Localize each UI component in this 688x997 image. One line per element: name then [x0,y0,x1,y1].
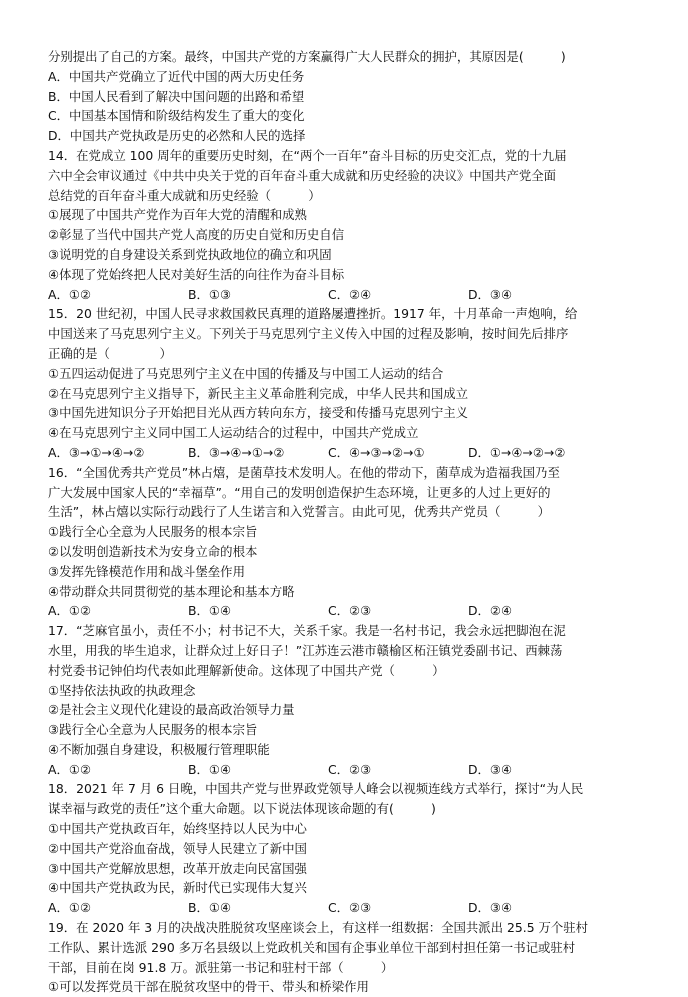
question-stem-line: 六中全会审议通过《中共中央关于党的百年奋斗重大成就和历史经验的决议》中国共产党全面 [48,167,557,183]
choice-d: D．③④ [468,286,513,302]
choice-a: A．①② [48,900,92,916]
question-stem-line: 谋幸福与政党的责任”这个重大命题。以下说法体现该命题的有( ) [48,801,436,817]
question-stem-line: 正确的是（ ） [48,345,172,361]
answer-choices [48,443,650,463]
question-15 [48,304,650,462]
question-stem-line: 工作队、累计选派 290 多万名县级以上党政机关和国有企事业单位干部到村担任第一书记或驻村 [48,939,576,955]
choice-d: D．②④ [468,603,513,619]
choice-c: C．②④ [328,286,372,302]
question-14 [48,146,650,304]
option-d: D．中国共产党执政是历史的必然和人民的选择 [48,128,306,144]
choice-d: D．③④ [468,900,513,916]
statement-item: ②是社会主义现代化建设的最高政治领导力量 [48,702,295,718]
question-stem-line: 总结党的百年奋斗重大成就和历史经验（ ） [48,187,321,203]
option-b: B．中国人民看到了解决中国问题的出路和希望 [48,88,305,104]
statement-item: ③发挥先锋模范作用和战斗堡垒作用 [48,563,245,579]
statement-item: ①五四运动促进了马克思列宁主义在中国的传播及与中国工人运动的结合 [48,365,444,381]
statement-item: ④不断加强自身建设，积极履行管理职能 [48,741,270,757]
statement-item: ③说明党的自身建设关系到党执政地位的确立和巩固 [48,246,332,262]
question-stem-line: 中国送来了马克思列宁主义。下列关于马克思列宁主义传入中国的过程及影响，按时间先后排序 [48,326,569,342]
choice-c: C．④→③→②→① [328,444,425,460]
choice-a: A．①② [48,286,92,302]
statement-item: ①践行全心全意为人民服务的根本宗旨 [48,524,258,540]
statement-item: ④中国共产党执政为民，新时代已实现伟大复兴 [48,880,307,896]
choice-b: B．①③ [188,286,232,302]
answer-choices [48,898,650,918]
choice-a: A．①② [48,761,92,777]
statement-item: ③中国共产党解放思想，改革开放走向民富国强 [48,860,307,876]
choice-b: B．①④ [188,603,232,619]
question-stem-line: 18．2021 年 7 月 6 日晚，中国共产党与世界政党领导人峰会以视频连线方式举行，探讨“为人民 [48,781,584,797]
question-17 [48,621,650,779]
question-16 [48,463,650,621]
question-stem-line: 16．“全国优秀共产党员”林占熺，是菌草技术发明人。在他的带动下，菌草成为造福我国乃至 [48,464,560,480]
choice-b: B．①④ [188,761,232,777]
option-c: C．中国基本国情和阶级结构发生了重大的变化 [48,108,305,124]
question-stem-line: 村党委书记钟伯均代表如此理解新使命。这体现了中国共产党（ ） [48,662,445,678]
choice-c: C．②③ [328,603,372,619]
question-stem-line: 广大发展中国家人民的“幸福草”。“用自己的发明创造保护生态环境，让更多的人过上更好的 [48,484,551,500]
question-stem-line: 水里，用我的毕生追求，让群众过上好日子！”江苏连云港市赣榆区柘汪镇党委副书记、西棘荡 [48,642,563,658]
choice-b: B．③→④→①→② [188,444,285,460]
choice-c: C．②③ [328,761,372,777]
question-stem-line: 14．在党成立 100 周年的重要历史时刻，在“两个一百年”奋斗目标的历史交汇点，党的十九届 [48,147,567,163]
answer-choices [48,601,650,621]
answer-choices [48,285,650,305]
statement-item: ②彰显了当代中国共产党人高度的历史自觉和历史自信 [48,227,345,243]
question-stem-line: 17．“芝麻官虽小，责任不小；村书记不大，关系千家。我是一名村书记，我会永远把脚泡在泥 [48,623,566,639]
statement-item: ③中国先进知识分子开始把目光从西方转向东方，接受和传播马克思列宁主义 [48,405,468,421]
question-stem-line: 15．20 世纪初，中国人民寻求救国救民真理的道路屡遭挫折。1917 年，十月革命一声炮响，给 [48,306,578,322]
choice-c: C．②③ [328,900,372,916]
question-stem-line: 生活”，林占熺以实际行动践行了人生诺言和入党誓言。由此可见，优秀共产党员（ ） [48,504,551,520]
choice-a: A．①② [48,603,92,619]
question-stem-line: 分别提出了自己的方案。最终，中国共产党的方案赢得广大人民群众的拥护，其原因是( ) [48,49,566,64]
choice-d: D．①→④→②→② [468,444,566,460]
statement-item: ②中国共产党浴血奋战，领导人民建立了新中国 [48,840,307,856]
statement-item: ①可以发挥党员干部在脱贫攻坚中的骨干、带头和桥梁作用 [48,979,369,995]
statement-item: ④在马克思列宁主义同中国工人运动结合的过程中，中国共产党成立 [48,425,419,441]
option-a: A．中国共产党确立了近代中国的两大历史任务 [48,68,305,84]
statement-item: ①中国共产党执政百年，始终坚持以人民为中心 [48,821,307,837]
statement-item: ④体现了党始终把人民对美好生活的向往作为奋斗目标 [48,266,345,282]
answer-choices [48,760,650,780]
question-19 [48,918,650,997]
question-stem-line: 干部，目前在岗 91.8 万。派驻第一书记和驻村干部（ ） [48,959,394,975]
choice-a: A．③→①→④→② [48,444,145,460]
statement-item: ①坚持依法执政的执政理念 [48,682,196,698]
question-18 [48,779,650,918]
choice-d: D．③④ [468,761,513,777]
statement-item: ②在马克思列宁主义指导下，新民主主义革命胜利完成，中华人民共和国成立 [48,385,468,401]
choice-b: B．①④ [188,900,232,916]
statement-item: ②以发明创造新技术为安身立命的根本 [48,543,258,559]
question-13-tail [48,47,650,146]
statement-item: ③践行全心全意为人民服务的根本宗旨 [48,722,258,738]
statement-item: ④带动群众共同贯彻党的基本理论和基本方略 [48,583,295,599]
question-stem-line: 19．在 2020 年 3 月的决战决胜脱贫攻坚座谈会上，有这样一组数据：全国共派出 25.5 万个驻村 [48,920,589,936]
statement-item: ①展现了中国共产党作为百年大党的清醒和成熟 [48,207,307,223]
